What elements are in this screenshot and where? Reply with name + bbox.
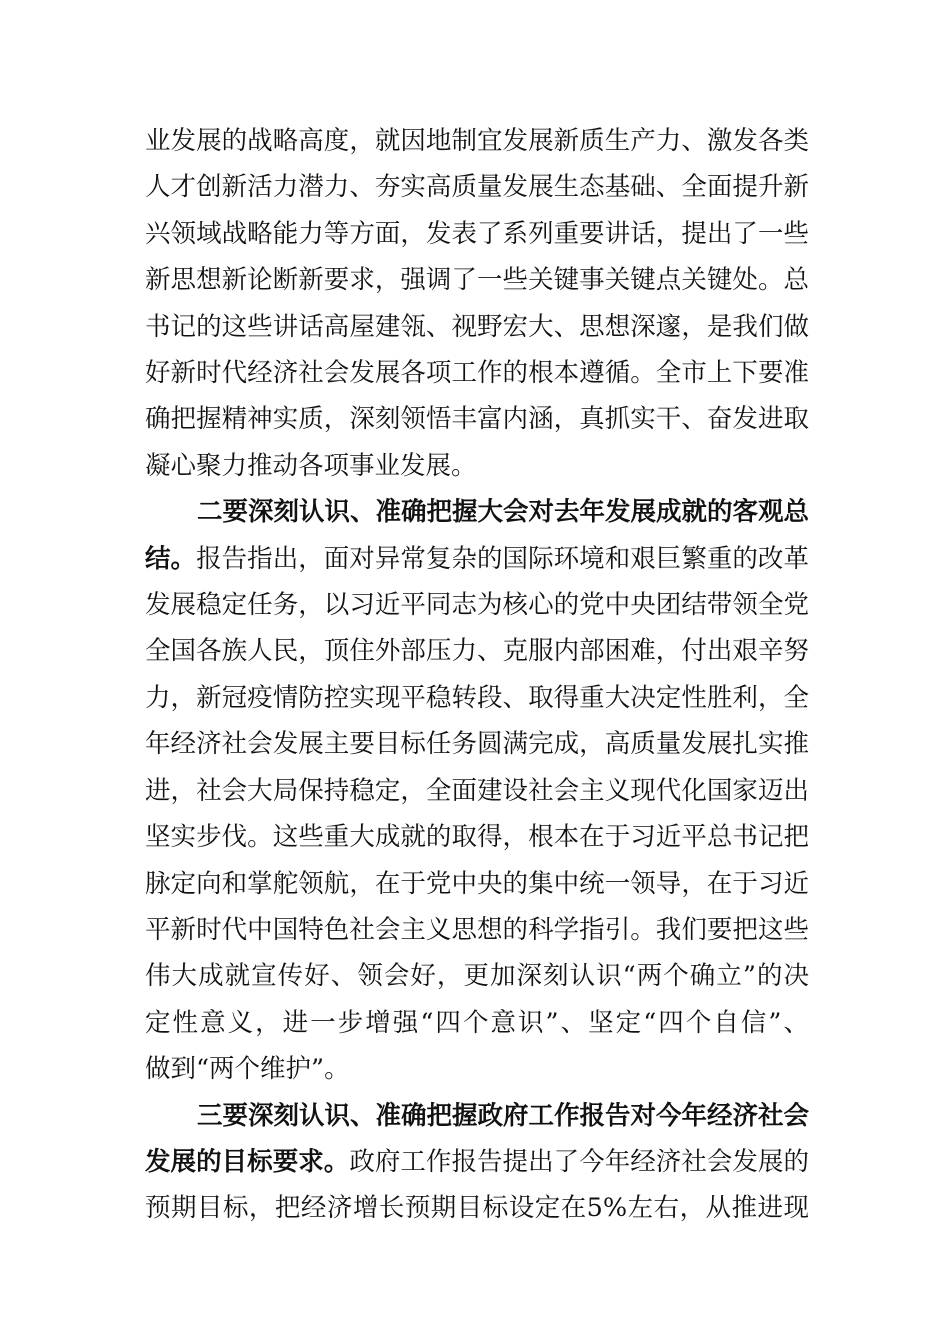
text-line: 兴领域战略能力等方面，发表了系列重要讲话，提出了一些 xyxy=(145,218,809,249)
section-heading-2-end: 结。 xyxy=(145,543,197,574)
text-line: 书记的这些讲话高屋建瓴、视野宏大、思想深邃，是我们做 xyxy=(145,311,809,342)
text-line: 力，新冠疫情防控实现平稳转段、取得重大决定性胜利，全 xyxy=(145,682,809,713)
text-line: 平新时代中国特色社会主义思想的科学指引。我们要把这些 xyxy=(145,914,809,945)
text-line: 做到“两个维护”。 xyxy=(145,1054,350,1085)
section-heading-2: 二要深刻认识、准确把握大会对去年发展成就的客观总 xyxy=(197,497,810,528)
body-text xyxy=(145,118,809,1232)
text-line xyxy=(145,536,809,582)
text-line: 脉定向和掌舵领航，在于党中央的集中统一领导，在于习近 xyxy=(145,868,809,899)
section-heading-3: 三要深刻认识、准确把握政府工作报告对今年经济社会 xyxy=(197,1100,810,1131)
text-line: 定性意义，进一步增强“四个意识”、坚定“四个自信”、 xyxy=(145,1007,809,1038)
paragraph-2 xyxy=(145,489,809,1092)
text-line: 新思想新论断新要求，强调了一些关键事关键点关键处。总 xyxy=(145,265,809,296)
text-line: 全国各族人民，顶住外部压力、克服内部困难，付出艰辛努 xyxy=(145,636,809,667)
text-line: 确把握精神实质，深刻领悟丰富内涵，真抓实干、奋发进取 xyxy=(145,404,809,435)
text-line: 预期目标，把经济增长预期目标设定在5%左右，从推进现 xyxy=(145,1193,809,1224)
text-run: 报告指出，面对异常复杂的国际环境和艰巨繁重的改革 xyxy=(196,543,809,574)
text-line: 坚实步伐。这些重大成就的取得，根本在于习近平总书记把 xyxy=(145,822,809,853)
text-line: 发展稳定任务，以习近平同志为核心的党中央团结带领全党 xyxy=(145,590,809,621)
text-line: 进，社会大局保持稳定，全面建设社会主义现代化国家迈出 xyxy=(145,775,809,806)
text-line xyxy=(145,1139,809,1185)
section-heading-3-end: 发展的目标要求。 xyxy=(145,1146,350,1177)
paragraph-3 xyxy=(145,1093,809,1232)
text-line: 人才创新活力潜力、夯实高质量发展生态基础、全面提升新 xyxy=(145,172,809,203)
text-line: 年经济社会发展主要目标任务圆满完成，高质量发展扎实推 xyxy=(145,729,809,760)
text-run: 政府工作报告提出了今年经济社会发展的 xyxy=(349,1146,809,1177)
paragraph-1 xyxy=(145,118,809,489)
text-line: 凝心聚力推动各项事业发展。 xyxy=(145,450,477,481)
text-line: 好新时代经济社会发展各项工作的根本遵循。全市上下要准 xyxy=(145,358,809,389)
text-line: 业发展的战略高度，就因地制宜发展新质生产力、激发各类 xyxy=(145,126,809,156)
text-line: 伟大成就宣传好、领会好，更加深刻认识“两个确立”的决 xyxy=(145,961,809,992)
